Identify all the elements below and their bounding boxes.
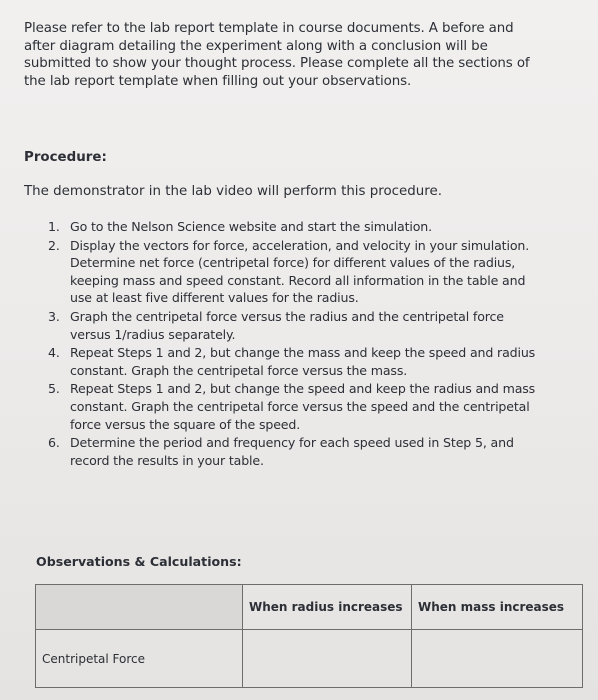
procedure-step xyxy=(48,218,548,236)
procedure-step xyxy=(48,434,548,469)
observations-table xyxy=(35,584,583,688)
procedure-step xyxy=(48,380,548,433)
step-text: Display the vectors for force, acceleration, and velocity in your simulation. Determine net force (centripetal force) for different values of the radius, keeping mass and speed constant. Record all information in the table and use at least five different values for the radius. xyxy=(70,237,530,306)
procedure-step xyxy=(48,344,548,379)
step-number: 4. xyxy=(48,345,60,361)
procedure-steps xyxy=(48,218,548,470)
step-text: Determine the period and frequency for each speed used in Step 5, and record the results in your table. xyxy=(70,435,514,468)
observations-heading: Observations & Calculations: xyxy=(36,554,242,569)
step-number: 6. xyxy=(48,435,60,451)
column-header-radius: When radius increases xyxy=(243,585,412,630)
table-row xyxy=(36,630,583,688)
step-number: 1. xyxy=(48,219,60,234)
intro-paragraph: Please refer to the lab report template in course documents. A before and after diagram detailing the experiment along with a conclusion will be submitted to show your thought process. Please complete all the sections of the lab report template when filling out your observations. xyxy=(24,21,530,89)
step-number: 2. xyxy=(48,237,60,253)
step-text: Repeat Steps 1 and 2, but change the speed and keep the radius and mass constant. Graph the centripetal force versus the speed and the centripetal force versus the square of the speed. xyxy=(70,381,536,432)
procedure-heading: Procedure: xyxy=(24,150,107,165)
column-header-mass: When mass increases xyxy=(412,585,583,630)
row-label-centripetal-force: Centripetal Force xyxy=(36,630,243,688)
demonstrator-note: The demonstrator in the lab video will perform this procedure. xyxy=(24,184,442,199)
step-text: Repeat Steps 1 and 2, but change the mass and keep the speed and radius constant. Graph the centripetal force versus the mass. xyxy=(70,345,536,378)
mass-input-cell[interactable] xyxy=(412,630,583,688)
radius-input-cell[interactable] xyxy=(243,630,412,688)
table-header-row xyxy=(36,585,583,630)
step-text: Graph the centripetal force versus the radius and the centripetal force versus 1/radius separately. xyxy=(70,308,504,342)
step-number: 3. xyxy=(48,308,60,324)
step-text: Go to the Nelson Science website and start the simulation. xyxy=(70,219,432,234)
procedure-step xyxy=(48,237,548,307)
procedure-step xyxy=(48,308,548,343)
table-corner-cell xyxy=(36,585,243,630)
step-number: 5. xyxy=(48,381,60,397)
